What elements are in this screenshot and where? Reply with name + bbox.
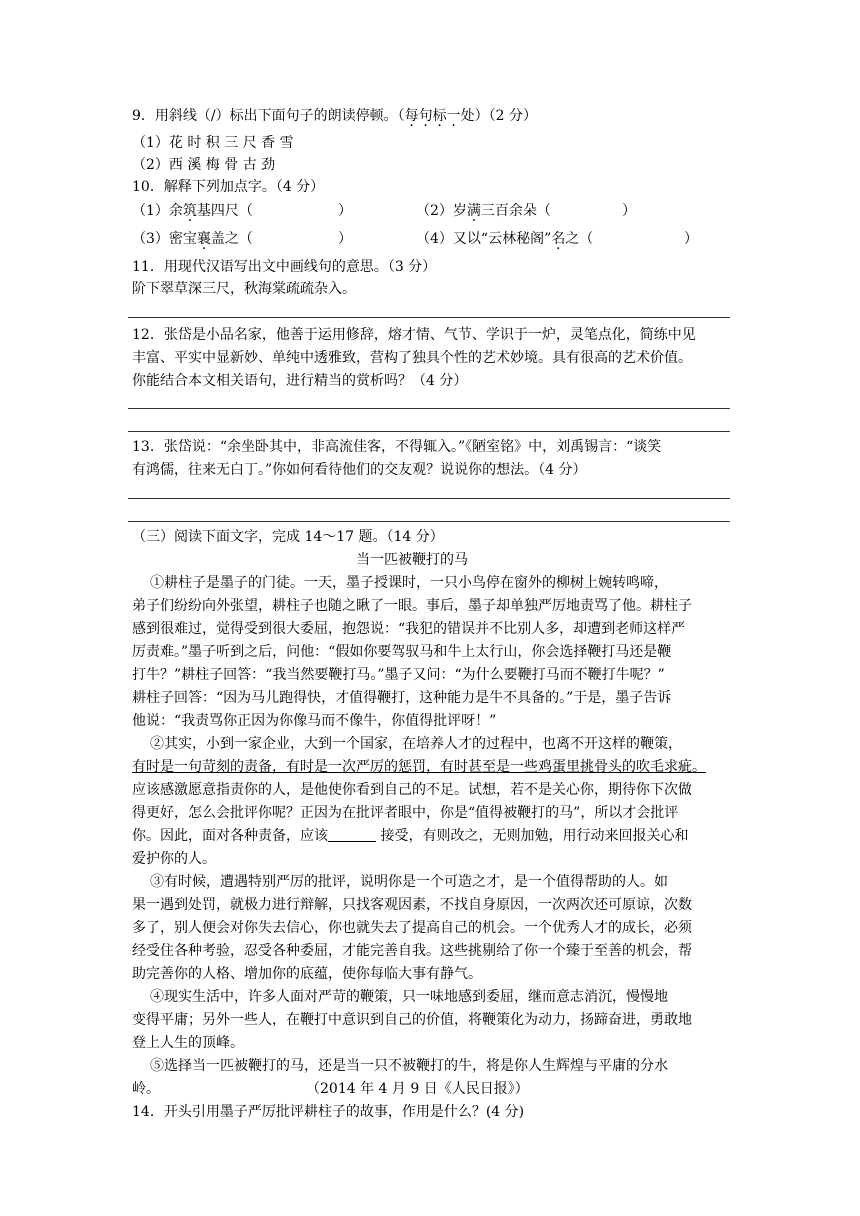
answer-line — [128, 521, 730, 522]
article-source: （2014 年 4 月 9 日《人民日报》） — [306, 1081, 529, 1097]
q10-item-1: （1）余筑基四尺（ ） — [132, 203, 352, 219]
dotted-char: 标 — [432, 108, 447, 124]
section3-header: （三）阅读下面文字，完成 14～17 题。（14 分） — [132, 529, 444, 545]
p1-line: 打牛？”耕柱子回答：“我当然要鞭打马。”墨子又问：“为什么要鞭打马而不鞭打牛呢？” — [132, 667, 665, 683]
p2-line: 爱护你的人。 — [132, 851, 216, 867]
dotted-char: 句 — [418, 108, 433, 124]
p3-line: 果一遇到处罚，就极力进行辩解，只找客观因素，不找自身原因，一次两次还可原谅，次数 — [132, 897, 692, 913]
p3-line: ③有时候，遭遇特别严厉的批评，说明你是一个可造之才，是一个值得帮助的人。如 — [150, 874, 668, 890]
answer-line — [128, 317, 730, 318]
q10-item-3: （3）密宝襄盖之（ ） — [132, 231, 352, 247]
plain-char: 处 — [460, 108, 475, 124]
p2-underlined-sentence: 有时是一句苛刻的责备，有时是一次严厉的惩罚，有时甚至是一些鸡蛋里挑骨头的吹毛求疵。 — [132, 759, 706, 775]
p1-line: 感到很难过，觉得受到很大委屈，抱怨说：“我犯的错误并不比别人多，却遭到老师这样严 — [132, 621, 686, 637]
answer-line — [128, 498, 730, 499]
q13-line-1: 13．张岱说：“余坐卧其中，非高流佳客，不得辄入。”《陋室铭》中，刘禹锡言：“谈笑 — [132, 439, 662, 455]
q10-item-2: （2）岁满三百余朵（ ） — [416, 203, 636, 219]
q11-title: 11．用现代汉语写出文中画线句的意思。（3 分） — [132, 259, 437, 275]
fill-in-blank[interactable] — [328, 827, 376, 842]
q12-line-2: 丰富、平实中显新妙、单纯中透雅致，营构了独具个性的艺术妙境。具有很高的艺术价值。 — [132, 350, 692, 366]
p2-line: 应该感激愿意指责你的人，是他使你看到自己的不足。试想，若不是关心你，期待你下次做 — [132, 782, 692, 798]
q10-title: 10．解释下列加点字。（4 分） — [132, 179, 325, 195]
p1-line: 弟子们纷纷向外张望，耕柱子也随之瞅了一眼。事后，墨子却单独严厉地责骂了他。耕柱子 — [132, 598, 692, 614]
q14-title: 14．开头引用墨子严厉批评耕柱子的故事，作用是什么？(4 分) — [132, 1104, 525, 1120]
q9-title: 9．用斜线（/）标出下面句子的朗读停顿。（每句标一处）（2 分） — [132, 108, 537, 124]
p2-blank-line: 你。因此，面对各种责备，应该 接受，有则改之，无则加勉，用行动来回报关心和 — [132, 828, 689, 844]
p4-line: 登上人生的顶峰。 — [132, 1035, 244, 1051]
p3-line: 助完善你的人格、增加你的底蕴，使你每临大事有静气。 — [132, 966, 482, 982]
dotted-char: 每 — [404, 108, 419, 124]
answer-line — [128, 431, 730, 432]
p5-end: 岭。 — [132, 1081, 160, 1097]
p2-line: 得更好，怎么会批评你呢？正因为在批评者眼中，你是“值得被鞭打的马”，所以才会批评 — [132, 805, 679, 821]
p1-line: 厉责难。”墨子听到之后，问他：“假如你要驾驭马和牛上太行山，你会选择鞭打马还是鞭 — [132, 644, 672, 660]
q12-line-3: 你能结合本文相关语句，进行精当的赏析吗？（4 分） — [132, 373, 468, 389]
p3-line: 经受住各种考验，忍受各种委屈，才能完善自我。这些挑剔给了你一个臻于至善的机会，帮 — [132, 943, 692, 959]
q13-line-2: 有鸿儒，往来无白丁。”你如何看待他们的交友观？说说你的想法。（4 分） — [132, 462, 587, 478]
p4-line: ④现实生活中，许多人面对严苛的鞭策，只一味地感到委屈，继而意志消沉，慢慢地 — [150, 989, 668, 1005]
p1-line: 他说：“我责骂你正因为你像马而不像牛，你值得批评呀！” — [132, 713, 497, 729]
answer-line — [128, 408, 730, 409]
p4-line: 变得平庸；另外一些人，在鞭打中意识到自己的价值，将鞭策化为动力，扬蹄奋进，勇敢地 — [132, 1012, 692, 1028]
p1-line: 耕柱子回答：“因为马儿跑得快，才值得鞭打，这种能力是牛不具备的。”于是，墨子告诉 — [132, 690, 672, 706]
p1-line: ①耕柱子是墨子的门徒。一天，墨子授课时，一只小鸟停在窗外的柳树上婉转鸣啼， — [150, 575, 668, 591]
q9-item-2: （2）西 溪 梅 骨 古 劲 — [132, 157, 276, 173]
q12-line-1: 12．张岱是小品名家，他善于运用修辞，熔才情、气节、学识于一炉，灵笔点化，简练中见 — [132, 327, 696, 343]
p5-line: ⑤选择当一匹被鞭打的马，还是当一只不被鞭打的牛，将是你人生辉煌与平庸的分水 — [150, 1058, 668, 1074]
q9-item-1: （1）花 时 积 三 尺 香 雪 — [132, 135, 294, 151]
q11-sentence: 阶下翠草深三尺，秋海棠疏疏杂入。 — [132, 281, 356, 297]
article-title: 当一匹被鞭打的马 — [356, 552, 468, 568]
dotted-char: 一 — [446, 108, 461, 124]
q10-item-4: （4）又以“云林秘阁”名之（ ） — [416, 231, 698, 247]
p3-line: 多了，别人便会对你失去信心，你也就失去了提高自己的机会。一个优秀人才的成长，必须 — [132, 920, 692, 936]
p2-line: ②其实，小到一家企业，大到一个国家，在培养人才的过程中，也离不开这样的鞭策， — [150, 736, 682, 752]
